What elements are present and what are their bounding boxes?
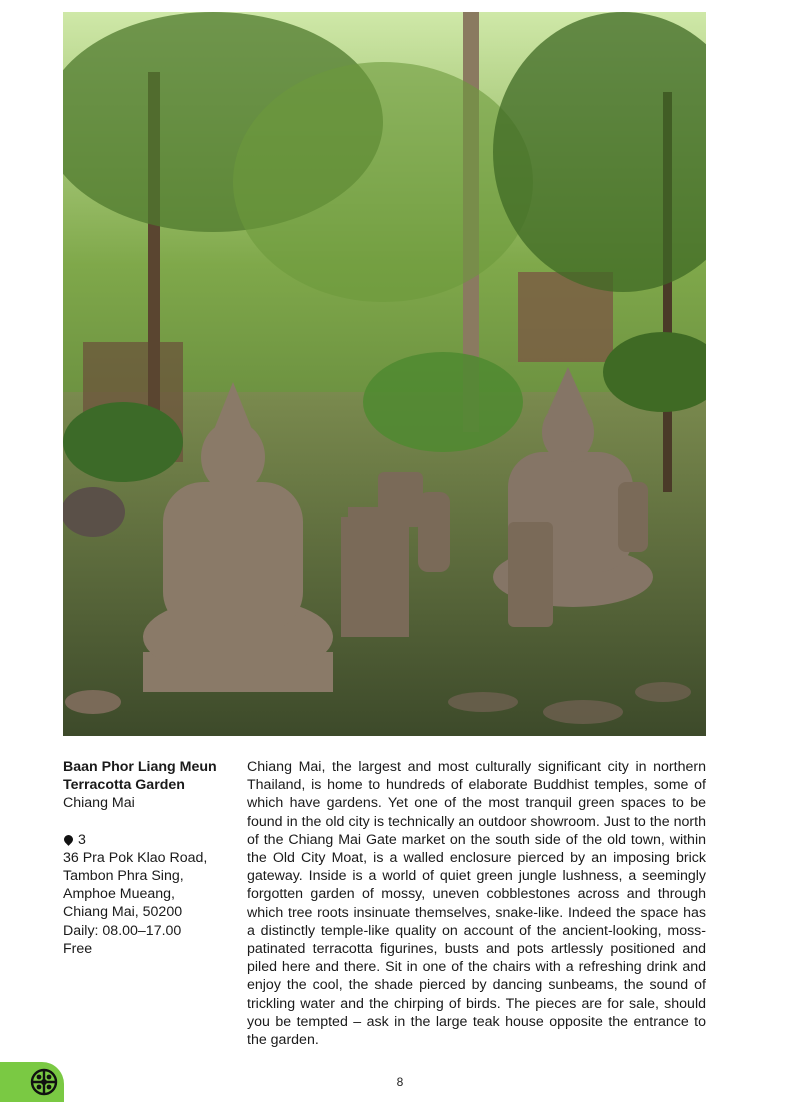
garden-photo [63, 12, 706, 736]
map-pin-icon [62, 833, 75, 846]
address-line: 36 Pra Pok Klao Road, [63, 849, 208, 866]
address-line: Amphoe Mueang, [63, 886, 175, 903]
venue-city: Chiang Mai [63, 795, 135, 812]
garden-photo-illustration [63, 12, 706, 736]
venue-info [63, 758, 238, 958]
venue-name-line1: Baan Phor Liang Meun [63, 759, 217, 775]
address-line: Chiang Mai, 50200 [63, 904, 183, 921]
map-reference [63, 831, 238, 849]
venue-name-line2: Terracotta Garden [63, 777, 185, 794]
map-number: 3 [78, 831, 86, 848]
article-body: Chiang Mai, the largest and most culturally significant city in northern Thailand, is home to hundreds of elaborate Buddhist temples, some of which have gardens. Yet one of the most tranquil green spaces to be found in the old city is technically an outdoor showroom. Just to the north of the Chiang Mai Gate market on the south side of the old town, within the Old City Moat, is a walled enclosure pierced by an imposing brick gateway. Inside is a world of quiet green jungle lushness, a seemingly forgotten garden of mossy, uneven cobblestones across and through which tree roots insinuate themselves, snake-like. Indeed the space has a distinctly temple-like quality on account of the ancient-looking, moss-patinated terracotta figurines, busts and pots artlessly positioned and piled here and there. Sit in one of the chairs with a refreshing drink and enjoy the cool, the shade pierced by dancing sunbeams, the sound of trickling water and the chirping of birds. The pieces are for sale, should you be tempted – ask in the large teak house opposite the entrance to the garden. [247, 759, 706, 1049]
admission-price: Free [63, 940, 93, 957]
opening-hours: Daily: 08.00–17.00 [63, 922, 182, 939]
address-line: Tambon Phra Sing, [63, 868, 184, 885]
page-number: 8 [396, 1075, 404, 1089]
